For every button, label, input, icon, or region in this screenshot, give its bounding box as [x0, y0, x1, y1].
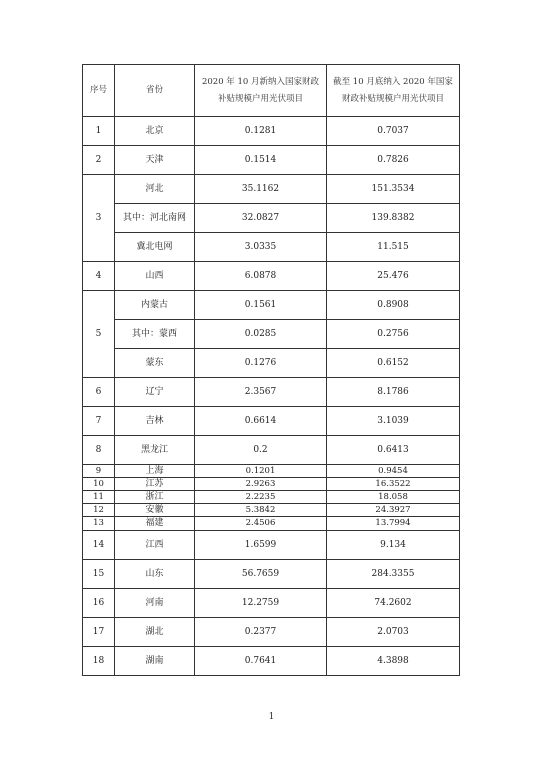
- table-row: [83, 478, 460, 491]
- row-province: 河南: [115, 589, 195, 618]
- header-cumulative-2020-line2: 财政补贴规模户用光伏项目: [341, 93, 444, 104]
- row-province: 黑龙江: [115, 436, 195, 465]
- row-num: 17: [83, 618, 115, 647]
- row-province: 其中：蒙西: [115, 320, 195, 349]
- table-row: [83, 647, 460, 676]
- row-new-value: 0.1201: [195, 465, 327, 478]
- row-new-value: 0.1561: [195, 291, 327, 320]
- row-province: 辽宁: [115, 378, 195, 407]
- row-num: [83, 233, 115, 262]
- header-province: 省份: [115, 65, 195, 117]
- row-province: 内蒙古: [115, 291, 195, 320]
- row-num: 12: [83, 504, 115, 517]
- row-cumulative-value: 139.8382: [327, 204, 460, 233]
- row-new-value: 2.3567: [195, 378, 327, 407]
- row-num: 2: [83, 146, 115, 175]
- header-cumulative-2020-line1: 截至 10 月底纳入 2020 年国家: [333, 76, 453, 87]
- row-cumulative-value: 18.058: [327, 491, 460, 504]
- row-cumulative-value: 0.2756: [327, 320, 460, 349]
- row-cumulative-value: 0.6152: [327, 349, 460, 378]
- table-row: [83, 517, 460, 531]
- row-new-value: 0.6614: [195, 407, 327, 436]
- row-new-value: 1.6599: [195, 531, 327, 560]
- table-header-row: [83, 65, 460, 117]
- header-num: 序号: [83, 65, 115, 117]
- row-province: 天津: [115, 146, 195, 175]
- row-num: [83, 175, 115, 204]
- row-province: 安徽: [115, 504, 195, 517]
- row-cumulative-value: 0.7826: [327, 146, 460, 175]
- row-num: 7: [83, 407, 115, 436]
- table-row: [83, 436, 460, 465]
- row-new-value: 0.7641: [195, 647, 327, 676]
- page-number: 1: [268, 712, 275, 722]
- table-row: [83, 618, 460, 647]
- header-cumulative-2020: [327, 65, 460, 117]
- row-num: 3: [83, 204, 115, 233]
- table-row: [83, 531, 460, 560]
- row-province: 北京: [115, 117, 195, 146]
- header-new-oct-2020: [195, 65, 327, 117]
- row-new-value: 35.1162: [195, 175, 327, 204]
- row-num: 11: [83, 491, 115, 504]
- row-new-value: 0.0285: [195, 320, 327, 349]
- row-province: 山东: [115, 560, 195, 589]
- row-province: 山西: [115, 262, 195, 291]
- row-province: 江苏: [115, 478, 195, 491]
- row-new-value: 0.2377: [195, 618, 327, 647]
- row-num: 13: [83, 517, 115, 531]
- row-cumulative-value: 0.8908: [327, 291, 460, 320]
- row-province: 吉林: [115, 407, 195, 436]
- row-cumulative-value: 25.476: [327, 262, 460, 291]
- table-row: [83, 504, 460, 517]
- row-cumulative-value: 0.7037: [327, 117, 460, 146]
- row-province: 江西: [115, 531, 195, 560]
- row-num: 1: [83, 117, 115, 146]
- table-row: [83, 378, 460, 407]
- row-new-value: 0.1276: [195, 349, 327, 378]
- pv-subsidy-table: [82, 64, 460, 676]
- row-cumulative-value: 0.9454: [327, 465, 460, 478]
- row-province: 蒙东: [115, 349, 195, 378]
- row-new-value: 0.1281: [195, 117, 327, 146]
- row-new-value: 12.2759: [195, 589, 327, 618]
- row-cumulative-value: 13.7994: [327, 517, 460, 531]
- row-province: 上海: [115, 465, 195, 478]
- row-cumulative-value: 151.3534: [327, 175, 460, 204]
- row-num: 18: [83, 647, 115, 676]
- table-row: [83, 204, 460, 233]
- row-new-value: 5.3842: [195, 504, 327, 517]
- row-province: 湖北: [115, 618, 195, 647]
- row-cumulative-value: 74.2602: [327, 589, 460, 618]
- table-row: [83, 262, 460, 291]
- header-new-oct-2020-line1: 2020 年 10 月新纳入国家财政: [201, 76, 320, 87]
- row-province: 河北: [115, 175, 195, 204]
- row-new-value: 3.0335: [195, 233, 327, 262]
- row-cumulative-value: 8.1786: [327, 378, 460, 407]
- row-num: 4: [83, 262, 115, 291]
- row-num: 9: [83, 465, 115, 478]
- table-row: [83, 117, 460, 146]
- row-province: 浙江: [115, 491, 195, 504]
- row-num: 8: [83, 436, 115, 465]
- row-cumulative-value: 3.1039: [327, 407, 460, 436]
- row-cumulative-value: 0.6413: [327, 436, 460, 465]
- row-cumulative-value: 284.3355: [327, 560, 460, 589]
- row-num: 15: [83, 560, 115, 589]
- table-row: [83, 291, 460, 320]
- header-new-oct-2020-line2: 补贴规模户用光伏项目: [217, 93, 303, 104]
- row-num: 5: [83, 320, 115, 349]
- table-row: [83, 589, 460, 618]
- row-new-value: 0.1514: [195, 146, 327, 175]
- row-num: 14: [83, 531, 115, 560]
- table-row: [83, 233, 460, 262]
- row-num: 10: [83, 478, 115, 491]
- row-num: [83, 349, 115, 378]
- row-new-value: 2.4506: [195, 517, 327, 531]
- table-row: [83, 146, 460, 175]
- row-new-value: 6.0878: [195, 262, 327, 291]
- row-cumulative-value: 4.3898: [327, 647, 460, 676]
- table-row: [83, 320, 460, 349]
- row-province: 其中：河北南网: [115, 204, 195, 233]
- table-row: [83, 465, 460, 478]
- row-cumulative-value: 9.134: [327, 531, 460, 560]
- row-new-value: 56.7659: [195, 560, 327, 589]
- table-row: [83, 175, 460, 204]
- table-row: [83, 349, 460, 378]
- row-num: 16: [83, 589, 115, 618]
- row-province: 湖南: [115, 647, 195, 676]
- row-province: 福建: [115, 517, 195, 531]
- row-new-value: 2.2235: [195, 491, 327, 504]
- row-num: [83, 291, 115, 320]
- row-province: 冀北电网: [115, 233, 195, 262]
- row-cumulative-value: 16.3522: [327, 478, 460, 491]
- row-cumulative-value: 11.515: [327, 233, 460, 262]
- row-num: 6: [83, 378, 115, 407]
- table-row: [83, 407, 460, 436]
- table-row: [83, 491, 460, 504]
- row-cumulative-value: 2.0703: [327, 618, 460, 647]
- row-cumulative-value: 24.3927: [327, 504, 460, 517]
- row-new-value: 2.9263: [195, 478, 327, 491]
- row-new-value: 32.0827: [195, 204, 327, 233]
- row-new-value: 0.2: [195, 436, 327, 465]
- table-row: [83, 560, 460, 589]
